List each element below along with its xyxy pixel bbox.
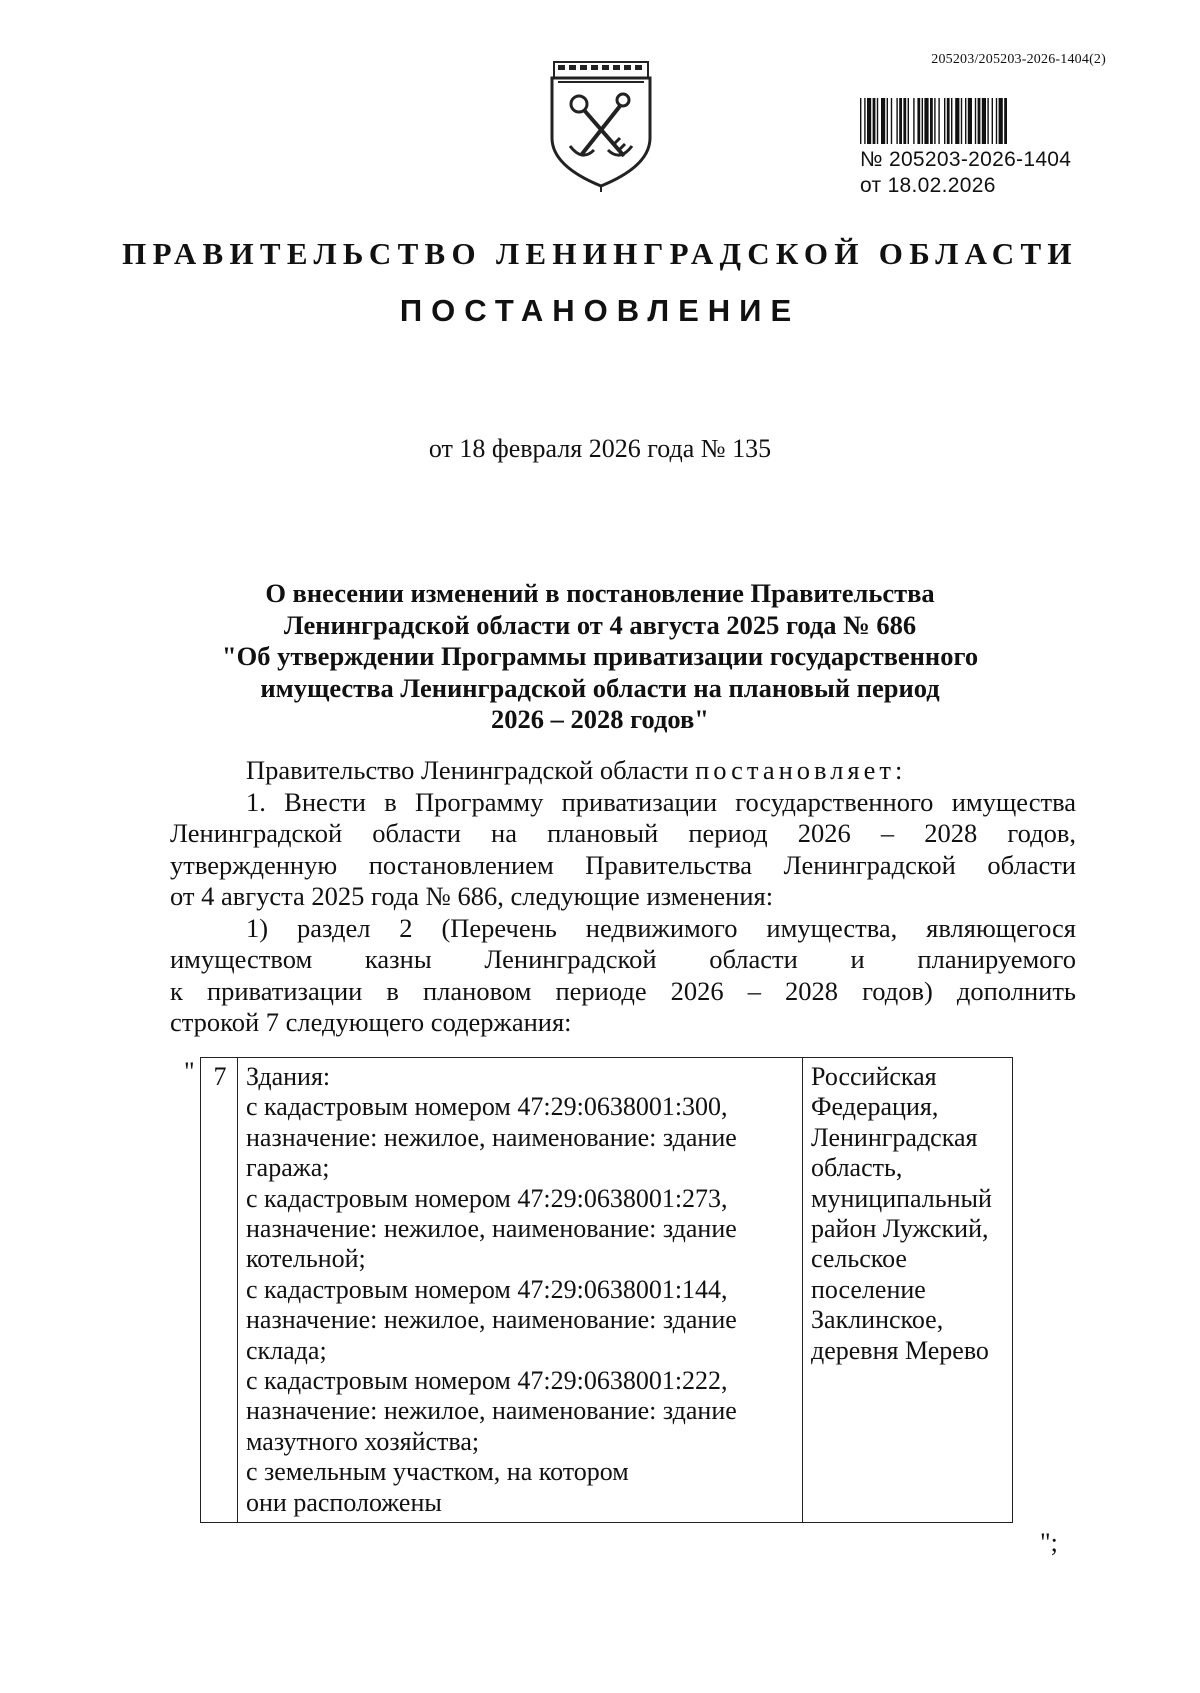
description-line: назначение: нежилое, наименование: здание [246, 1122, 737, 1152]
table-row [201, 1058, 1013, 1523]
coat-of-arms-icon [546, 58, 656, 194]
location-line: поселение [811, 1274, 926, 1304]
item1-line: утвержденную постановлением Правительства Ленинградской области [170, 849, 1076, 880]
subitem1-line: 1) раздел 2 (Перечень недвижимого имущества, являющегося [246, 912, 1076, 943]
subject-line: имущества Ленинградской области на плановый период [260, 672, 940, 703]
description-line: Здания: [246, 1062, 331, 1091]
closing-quote: "; [1040, 1528, 1058, 1557]
preamble-verb: постановляет: [695, 755, 907, 785]
location-line: Российская [811, 1062, 937, 1091]
barcode [860, 98, 1104, 144]
description-line: с кадастровым номером 47:29:0638001:300, [246, 1092, 728, 1122]
document-subject [170, 578, 1030, 736]
government-title: ПРАВИТЕЛЬСТВО ЛЕНИНГРАДСКОЙ ОБЛАСТИ [122, 236, 1078, 271]
item1-line: от 4 августа 2025 года № 686, следующие изменения: [170, 881, 774, 911]
preamble [170, 755, 1076, 787]
subject-line: О внесении изменений в постановление Правительства [265, 578, 935, 608]
description-cell [238, 1058, 803, 1523]
registration-date: от 18.02.2026 [860, 174, 996, 197]
preamble-text: Правительство Ленинградской области [246, 755, 689, 785]
location-line: Заклинское, [811, 1305, 944, 1335]
location-line: область, [811, 1153, 903, 1183]
description-line: назначение: нежилое, наименование: здание [246, 1305, 737, 1335]
description-line: назначение: нежилое, наименование: здание [246, 1214, 737, 1244]
location-cell [803, 1058, 1013, 1523]
location-line: деревня Мерево [811, 1335, 989, 1365]
location-line: муниципальный [811, 1183, 992, 1213]
subject-line: Ленинградской области от 4 августа 2025 года № 686 [283, 609, 917, 640]
row-number-cell: 7 [201, 1058, 238, 1523]
document-date-number: от 18 февраля 2026 года № 135 [428, 434, 772, 463]
description-line: склада; [246, 1335, 327, 1365]
description-line: с кадастровым номером 47:29:0638001:273, [246, 1183, 728, 1213]
description-line: котельной; [246, 1244, 366, 1274]
description-line: гаража; [246, 1153, 330, 1183]
location-line: Ленинградская [811, 1122, 978, 1152]
opening-quote: " [184, 1057, 195, 1086]
description-line: назначение: нежилое, наименование: здание [246, 1396, 737, 1426]
location-line: сельское [811, 1244, 907, 1274]
subitem1-line: к приватизации в плановом периоде 2026 – 2028 годов) дополнить [170, 975, 1076, 1006]
amendment-table [200, 1057, 1013, 1523]
amendment-table-block [184, 1057, 1034, 1565]
subitem1-line: имуществом казны Ленинградской области и планируемого [170, 944, 1076, 974]
registration-number: № 205203-2026-1404 [860, 148, 1072, 171]
subject-line: 2026 – 2028 годов" [490, 704, 709, 734]
location-line: Федерация, [811, 1092, 939, 1122]
document-type: ПОСТАНОВЛЕНИЕ [399, 293, 801, 328]
item1-line: Ленинградской области на плановый период 2026 – 2028 годов, [170, 818, 1076, 848]
description-line: с кадастровым номером 47:29:0638001:144, [246, 1274, 728, 1304]
document-body [170, 755, 1076, 1039]
location-line: район Лужский, [811, 1214, 989, 1244]
description-line: с земельным участком, на котором [246, 1457, 629, 1487]
description-line: они расположены [246, 1487, 442, 1517]
registry-code: 205203/205203-2026-1404(2) [931, 52, 1106, 67]
subitem1-line: строкой 7 следующего содержания: [170, 1007, 572, 1037]
description-line: с кадастровым номером 47:29:0638001:222, [246, 1366, 728, 1396]
subject-line: "Об утверждении Программы приватизации государственного [221, 641, 979, 671]
description-line: мазутного хозяйства; [246, 1426, 480, 1456]
item1-line: 1. Внести в Программу приватизации государственного имущества [246, 786, 1076, 817]
